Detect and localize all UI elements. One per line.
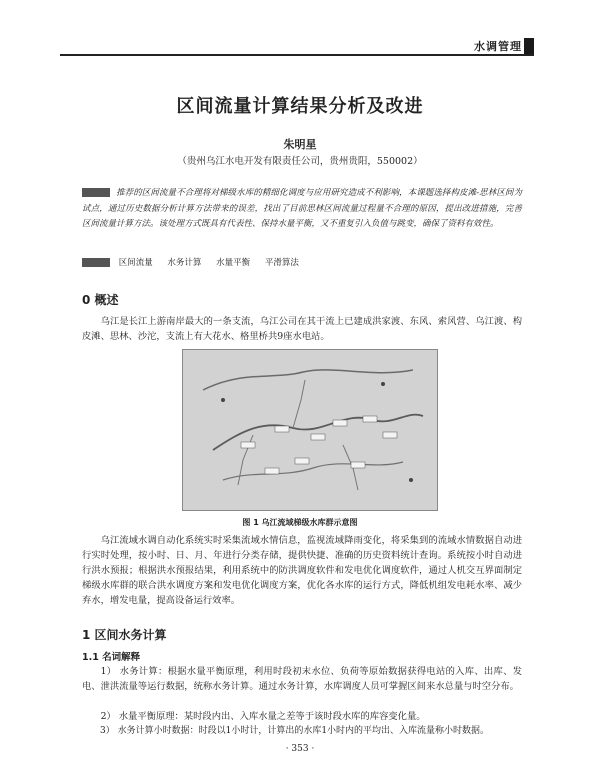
list-item-2: 2） 水量平衡原理：某时段内出、入库水量之差等于该时段水库的库容变化量。 — [100, 711, 426, 722]
running-header: 水调管理 — [474, 40, 522, 53]
abstract — [82, 186, 522, 233]
abstract-text: 推荐的区间流量不合理将对梯级水库的精细化调度与应用研究造成不利影响，本课题选择构皮滩-思林区间为试点，通过历史数据分析计算方法带来的误差，找出了目前思林区间流量过程量不合理的原因，提出改进措施，完善区间流量计算方法。该处理方式既具有代表性、保持水量平衡，又不重复引入负值与跳变，确保了资料有效性。 — [82, 188, 522, 229]
paper-title: 区间流量计算结果分析及改进 — [176, 96, 424, 117]
page-number: · 353 · — [285, 744, 315, 754]
abstract-tag — [82, 188, 110, 197]
section-heading-1: 1 区间水务计算 — [82, 628, 167, 642]
section-heading-0: 0 概述 — [82, 293, 119, 307]
section0-paragraph-1: 乌江是长江上游南岸最大的一条支流，乌江公司在其干流上已建成洪家渡、东风、索风营、乌江渡、构皮滩、思林、沙沱，支流上有大花水、格里桥共9座水电站。 — [82, 316, 522, 342]
keyword: 区间流量 — [118, 258, 153, 268]
author: 朱明星 — [283, 138, 317, 151]
keyword: 水量平衡 — [216, 258, 251, 268]
list-item-1: 1） 水务计算：根据水量平衡原理，利用时段初末水位、负荷等原始数据获得电站的入库、出库、发电、泄洪流量等运行数据，统称水务计算。通过水务计算，水库调度人员可掌握区间来水总量与时空分布。 — [82, 666, 522, 692]
subsection-heading: 1.1 名词解释 — [82, 652, 141, 663]
keywords — [82, 256, 522, 268]
keywords-tag — [82, 258, 110, 267]
figure-caption: 图 1 乌江流域梯级水库群示意图 — [242, 518, 358, 527]
section0-paragraph-2: 乌江流域水调自动化系统实时采集流域水情信息，监视流域降雨变化，将采集到的流域水情数据自动进行实时处理，按小时、日、月、年进行分类存储，提供快捷、准确的历史资料统计查询。系统按小时自动进行洪水预报；根据洪水预报结果，利用系统中的防洪调度软件和发电优化调度软件，通过人机交互界面制定梯级水库群的联合洪水调度方案和发电优化调度方案，优化各水库的运行方式，降低机组发电耗水率、减少弃水，增发电量，提高设备运行效率。 — [82, 535, 522, 606]
list-item-3: 3） 水务计算小时数据：时段以1小时计，计算出的水库1小时内的平均出、入库流量称小时数据。 — [100, 726, 490, 736]
header-rule — [60, 54, 534, 56]
basin-map-figure — [182, 349, 438, 511]
affiliation: （贵州乌江水电开发有限责任公司，贵州贵阳，550002） — [177, 156, 423, 167]
keyword: 水务计算 — [167, 258, 202, 268]
basin-map-icon — [183, 350, 437, 510]
header-block — [524, 38, 534, 54]
keyword: 平滑算法 — [264, 258, 299, 268]
